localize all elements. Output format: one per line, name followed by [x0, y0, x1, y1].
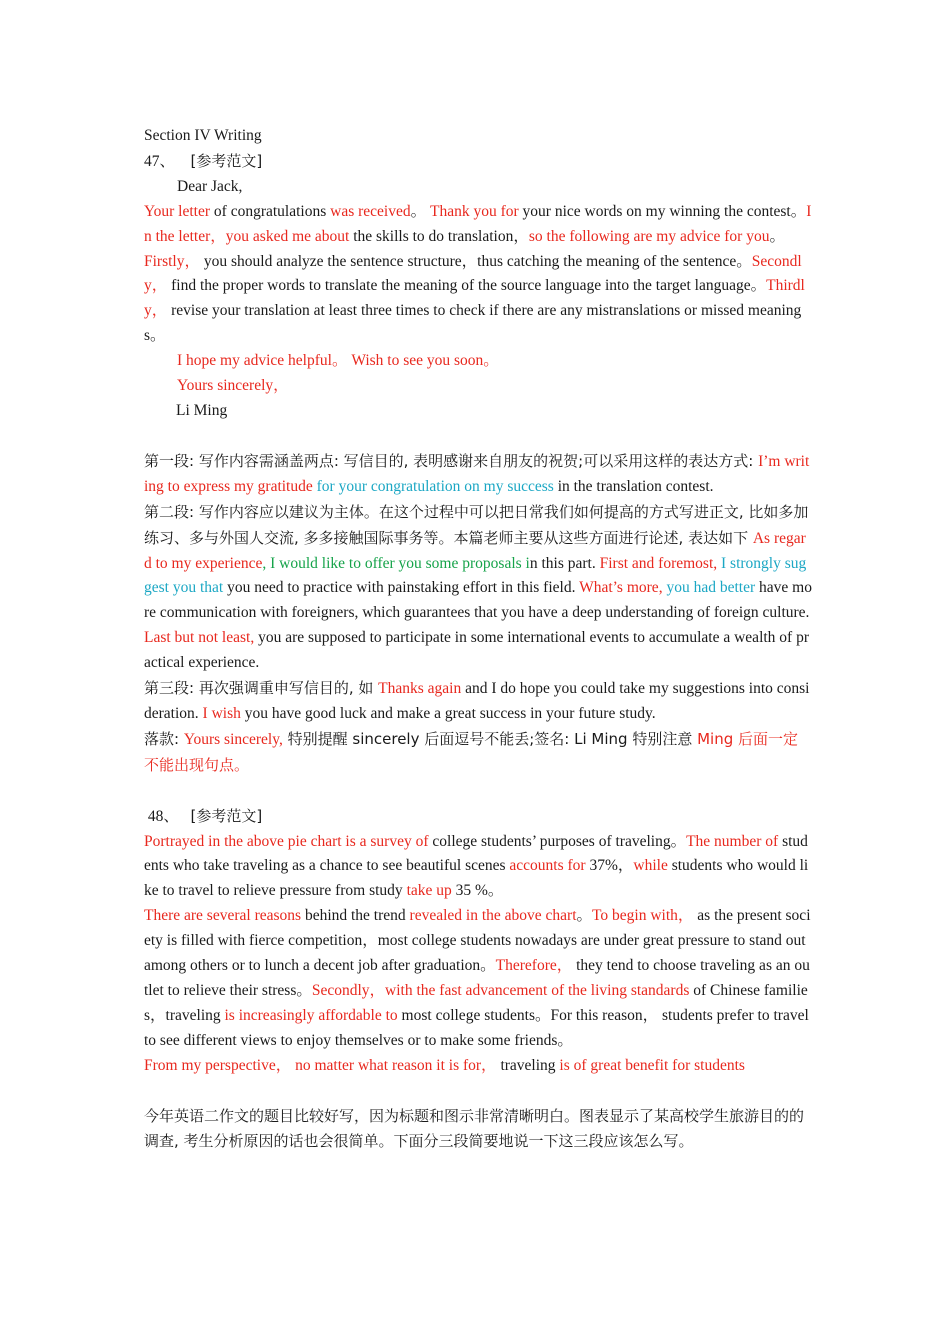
text-seg: Secondly，with the fast advancement of the living standards	[311, 982, 690, 999]
notes47-paragraph-2	[144, 500, 812, 676]
letter-greeting: Dear Jack,	[177, 177, 243, 195]
text-seg: ,	[262, 554, 271, 572]
text-seg: Therefore，	[495, 957, 573, 975]
essay-paragraph-3	[144, 1054, 812, 1079]
document-page	[144, 124, 812, 1153]
notes48-paragraph: 今年英语二作文的题目比较好写，因为标题和图示非常清晰明白。图表显示了某高校学生旅游目的的调查, 考生分析原因的话也会很简单。下面分三段简要地说一下这三段应该怎么写。	[144, 1106, 805, 1150]
text-seg: To begin with，	[592, 907, 694, 925]
text-seg: From my perspective，	[144, 1056, 292, 1074]
text-seg: Secondly，	[144, 252, 802, 295]
text-seg: you need to practice with painstaking effort in this field.	[223, 579, 580, 597]
letter-paragraph-2	[144, 250, 812, 350]
text-seg: Thirdly，	[144, 277, 805, 320]
text-seg: First and foremost,	[599, 554, 722, 572]
text-seg: find the proper words to translate the meaning of the source language into the target language。	[167, 277, 767, 295]
text-seg: 37%，	[585, 857, 634, 875]
text-seg: so the following are my advice for you	[528, 227, 770, 245]
text-seg: you had better	[666, 579, 756, 597]
text-seg: 特别提醒 sincerely 后面逗号不能丢;签名: Li Ming 特别注意	[282, 729, 698, 748]
text-seg: I’m writing to express my gratitude	[144, 452, 810, 495]
text-seg: What’s more,	[579, 579, 667, 597]
text-seg: Last but not least,	[144, 629, 255, 647]
text-seg: behind the trend	[301, 907, 410, 925]
text-seg: I strongly suggest you that	[144, 554, 807, 597]
text-seg: As regard to my experience	[144, 529, 806, 572]
text-seg: you have good luck and make a great success in your future study.	[240, 704, 656, 722]
text-seg: of Chinese families，traveling	[144, 982, 808, 1024]
text-seg: Firstly，	[144, 252, 200, 270]
text-seg: Your letter	[144, 202, 211, 220]
text-seg: 落款:	[144, 729, 184, 748]
text-seg: in the translation contest.	[553, 477, 714, 495]
text-seg: students who would like to travel to relieve pressure from study	[144, 857, 809, 900]
letter-signature: Li Ming	[176, 401, 228, 419]
text-seg: accounts for	[509, 857, 586, 875]
text-seg: Ming 后面一定不能出现句点。	[144, 729, 798, 774]
text-seg: they tend to choose traveling as an outlet to relieve their stress。	[144, 957, 810, 999]
q47-number: 47、	[144, 152, 176, 170]
text-seg: The number of	[686, 832, 779, 850]
essay-paragraph-2	[144, 904, 812, 1053]
text-seg: and I do hope you could take my suggestions into consideration.	[144, 680, 810, 722]
text-seg: you should analyze the sentence structure，thus catching the meaning of the sentence。	[199, 252, 752, 270]
text-seg: is of great benefit for students	[559, 1056, 745, 1074]
letter-valediction: Yours sincerely，	[177, 377, 289, 395]
letter-closing-line: I hope my advice helpful。 Wish to see you soon。	[177, 352, 499, 370]
q47-label: [参考范文]	[190, 151, 263, 170]
text-seg: college students’ purposes of traveling。	[428, 832, 687, 850]
text-seg: of congratulations	[210, 202, 331, 220]
text-seg: i	[525, 554, 530, 572]
text-seg: no matter what reason it is for，	[295, 1056, 497, 1074]
text-seg: as the present society is filled with fierce competition，most college students nowadays are under great pressure to stand out among others or to lunch a decent job after graduation。	[144, 907, 811, 975]
text-seg: your nice words on my winning the contest。	[518, 202, 807, 220]
notes47-paragraph-3	[144, 676, 812, 727]
text-seg: students who take traveling as a chance to see beautiful scenes	[144, 832, 808, 875]
essay-paragraph-1	[144, 830, 812, 905]
text-seg: 35 %。	[451, 882, 504, 900]
text-seg: take up	[406, 882, 452, 900]
q48-heading	[144, 804, 812, 830]
text-seg: I wish	[202, 704, 241, 722]
text-seg: There are several reasons	[144, 907, 302, 925]
q48-label: [参考范文]	[190, 806, 263, 825]
q48-number: 48、	[147, 807, 179, 825]
text-seg: 。	[410, 202, 430, 220]
text-seg: the skills to do translation，	[349, 227, 529, 245]
text-seg: Thank you for	[430, 202, 519, 220]
text-seg: 。	[769, 227, 785, 245]
notes47-paragraph-4	[144, 727, 812, 779]
text-seg: 第三段: 再次强调重申写信目的, 如	[144, 679, 379, 698]
text-seg: traveling	[496, 1056, 560, 1074]
text-seg: Yours sincerely,	[183, 730, 283, 748]
text-seg: for your congratulation on my success	[312, 477, 554, 495]
text-seg: is increasingly affordable to	[224, 1006, 398, 1024]
text-seg: Portrayed in the above pie chart is a survey of	[144, 832, 429, 850]
text-seg: 。	[576, 907, 593, 925]
q47-heading	[144, 149, 812, 175]
text-seg: revise your translation at least three times to check if there are any mistranslations or missed meanings。	[144, 302, 802, 345]
text-seg: 第一段: 写作内容需涵盖两点: 写信目的, 表明感谢来自朋友的祝贺;可以采用这样的表达方式:	[144, 451, 759, 470]
text-seg: while	[633, 857, 668, 875]
text-seg: In the letter，you asked me about	[144, 202, 812, 245]
text-seg: you are supposed to participate in some international events to accumulate a wealth of practical experience.	[144, 629, 810, 672]
text-seg: Thanks again	[378, 680, 462, 698]
letter-paragraph-1	[144, 200, 812, 250]
section-title: Section IV Writing	[144, 127, 262, 144]
text-seg: revealed in the above chart	[409, 907, 577, 925]
text-seg: n this part.	[529, 554, 600, 572]
notes47-paragraph-1	[144, 449, 812, 500]
text-seg: was received	[330, 202, 411, 220]
text-seg: most college students。For this reason， students prefer to travel to see different views to enjoy themselves or to make some friends。	[144, 1006, 809, 1049]
text-seg: 第二段: 写作内容应以建议为主体。在这个过程中可以把日常我们如何提高的方式写进正文, 比如多加练习、多与外国人交流, 多多接触国际事务等。本篇老师主要从这些方面进行论述, 表达如下	[144, 502, 809, 547]
text-seg: I would like to offer you some proposals	[270, 554, 526, 572]
text-seg: have more communication with foreigners, which guarantees that you have a deep understanding of foreign culture.	[144, 579, 812, 622]
